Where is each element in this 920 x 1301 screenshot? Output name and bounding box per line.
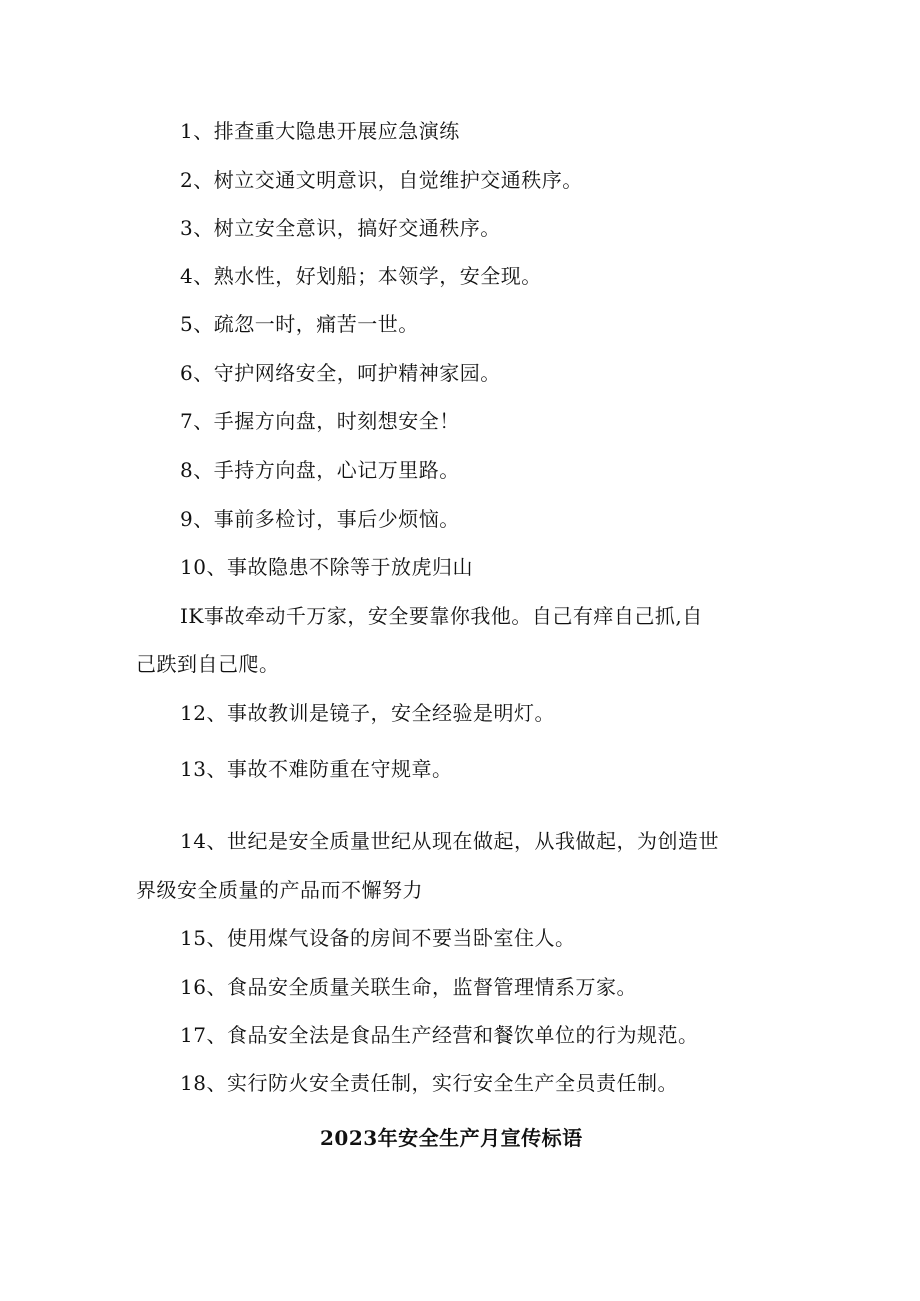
slogan-item-14-line1: 14、世纪是安全质量世纪从现在做起，从我做起，为创造世 xyxy=(180,829,719,853)
slogan-item-3: 3、树立安全意识，搞好交通秩序。 xyxy=(180,216,501,240)
slogan-item-11-line2: 己跌到自己爬。 xyxy=(136,652,280,676)
slogan-item-13: 13、事故不难防重在守规章。 xyxy=(180,757,453,781)
slogan-item-16: 16、食品安全质量关联生命，监督管理情系万家。 xyxy=(180,975,637,999)
slogan-item-15: 15、使用煤气设备的房间不要当卧室住人。 xyxy=(180,926,576,950)
document-title: 2023年安全生产月宣传标语 xyxy=(320,1126,583,1150)
slogan-item-18: 18、实行防火安全责任制，实行安全生产全员责任制。 xyxy=(180,1071,678,1095)
slogan-item-12: 12、事故教训是镜子，安全经验是明灯。 xyxy=(180,701,555,725)
slogan-item-2: 2、树立交通文明意识，自觉维护交通秩序。 xyxy=(180,168,583,192)
slogan-item-6: 6、守护网络安全，呵护精神家园。 xyxy=(180,361,501,385)
slogan-item-1: 1、排查重大隐患开展应急演练 xyxy=(180,119,460,143)
slogan-item-8: 8、手持方向盘，心记万里路。 xyxy=(180,458,460,482)
slogan-item-4: 4、熟水性，好划船；本领学，安全现。 xyxy=(180,264,542,288)
slogan-item-14-line2: 界级安全质量的产品而不懈努力 xyxy=(136,878,423,902)
slogan-item-10: 10、事故隐患不除等于放虎归山 xyxy=(180,555,473,579)
slogan-item-17: 17、食品安全法是食品生产经营和餐饮单位的行为规范。 xyxy=(180,1023,699,1047)
slogan-item-11-line1: IK事故牵动千万家，安全要靠你我他。自己有痒自己抓,自 xyxy=(180,604,703,628)
slogan-item-5: 5、疏忽一时，痛苦一世。 xyxy=(180,312,419,336)
slogan-item-7: 7、手握方向盘，时刻想安全！ xyxy=(180,409,460,433)
slogan-item-9: 9、事前多检讨，事后少烦恼。 xyxy=(180,507,460,531)
